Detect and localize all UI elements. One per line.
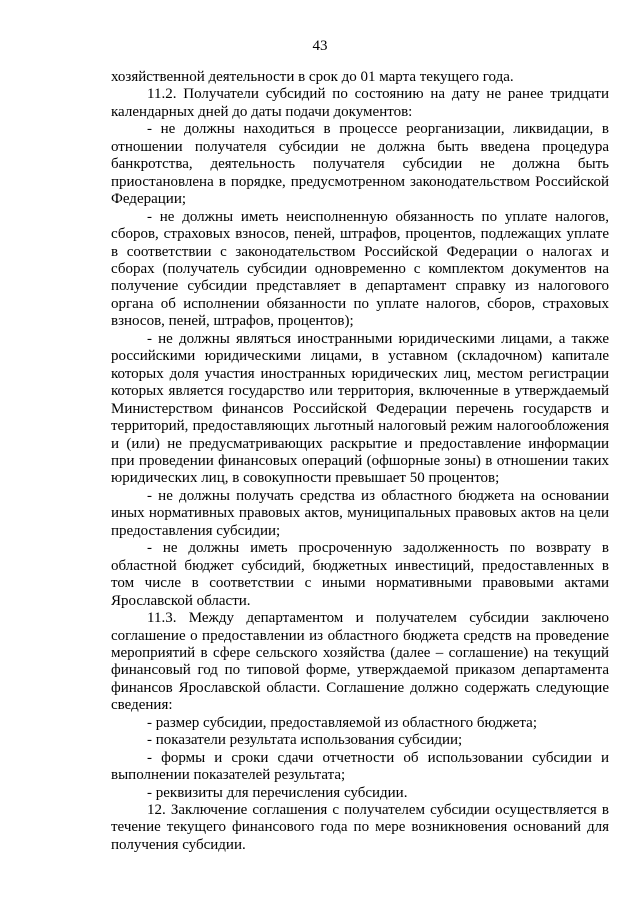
paragraph: 12. Заключение соглашения с получателем субсидии осуществляется в течение текущего финансового года по мере возникновения оснований для получения субсидии. [111, 802, 609, 853]
list-item: - не должны находиться в процессе реорганизации, ликвидации, в отношении получателя субсидии не должна быть введена процедура банкротства, деятельность получателя субсидии не должна быть приостановлена в порядке, предусмотренном законодательством Российской Федерации; [111, 121, 609, 208]
list-item: - реквизиты для перечисления субсидии. [147, 784, 408, 801]
document-body [111, 69, 609, 854]
list-item: - не должны иметь просроченную задолженность по возврату в областной бюджет субсидий, бюджетных инвестиций, предоставленных в том числе в соответствии с иными нормативными правовыми актами Ярославской области. [111, 540, 609, 609]
page-number: 43 [312, 38, 328, 54]
list-item: - показатели результата использования субсидии; [147, 732, 463, 749]
list-item: - не должны иметь неисполненную обязанность по уплате налогов, сборов, страховых взносов, пеней, штрафов, процентов, подлежащих уплате в соответствии с законодательством Российской Федерации о налогах и сборах (получатель субсидии одновременно с комплектом документов на получение субсидии представляет в департамент справку из налогового органа об исполнении обязанности по уплате налогов, сборов, страховых взносов, пеней, штрафов, процентов); [111, 208, 609, 330]
list-item: - не должны являться иностранными юридическими лицами, а также российскими юридическими лицами, в уставном (складочном) капитале которых доля участия иностранных юридических лиц, местом регистрации которых является государство или территория, включенные в утверждаемый Министерством финансов Российской Федерации перечень государств и территорий, предоставляющих льготный налоговый режим налогообложения и (или) не предусматривающих раскрытие и предоставление информации при проведении финансовых операций (офшорные зоны) в отношении таких юридических лиц, в совокупности превышает 50 процентов; [111, 330, 609, 487]
paragraph: 11.2. Получатели субсидий по состоянию на дату не ранее тридцати календарных дней до даты подачи документов: [111, 86, 609, 120]
list-item: - формы и сроки сдачи отчетности об использовании субсидии и выполнении показателей результата; [111, 749, 609, 784]
list-item: - размер субсидии, предоставляемой из областного бюджета; [147, 714, 537, 731]
list-item: - не должны получать средства из областного бюджета на основании иных нормативных правовых актов, муниципальных правовых актов на цели предоставления субсидии; [111, 487, 609, 539]
paragraph: 11.3. Между департаментом и получателем субсидии заключено соглашение о предоставлении из областного бюджета средств на проведение мероприятий в сфере сельского хозяйства (далее – соглашение) на текущий финансовый год по типовой форме, утверждаемой приказом департамента финансов Ярославской области. Соглашение должно содержать следующие сведения: [111, 610, 609, 714]
paragraph: хозяйственной деятельности в срок до 01 марта текущего года. [111, 69, 514, 85]
